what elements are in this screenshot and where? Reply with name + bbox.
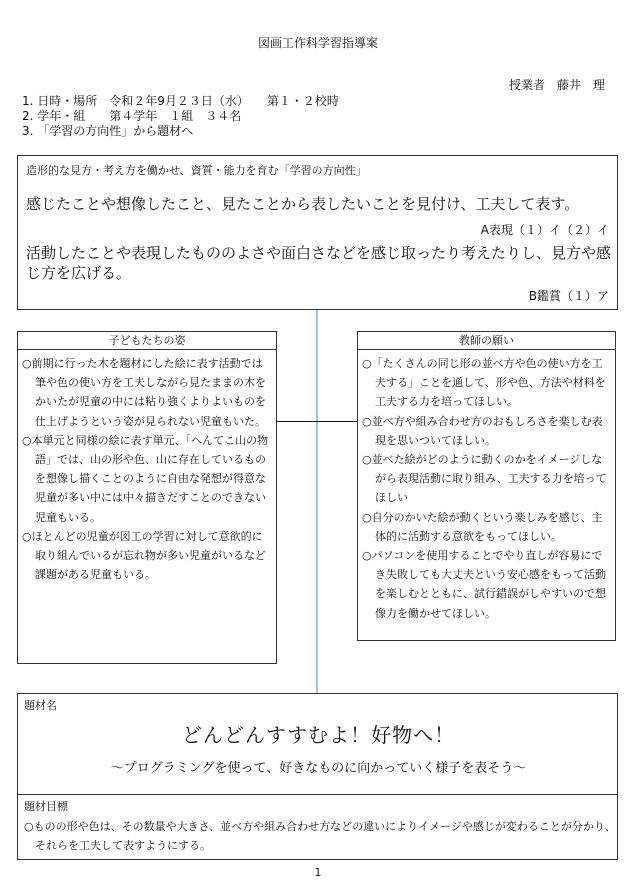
author-name: 授業者 藤井 理 xyxy=(509,78,606,92)
theme-box xyxy=(17,693,618,795)
list-item: ○並べ方や組み合わせ方のおもしろさを楽しむ表現を思いついてほしい。 xyxy=(362,414,603,447)
list-item: ○前期に行った木を題材にした絵に表す活動では筆や色の使い方を工夫しながら見たままの木をかいたが児童の中には粘り強くよりよいものを仕上げようという姿が見られない児童もいた。 xyxy=(22,357,266,428)
info-line-class: 2. 学年・組 第４学年 １組 ３４名 xyxy=(22,109,242,123)
aim-appreciation-reference: B鑑賞（１）ア xyxy=(528,289,609,303)
list-item: ○ほとんどの児童が図工の学習に対して意欲的に取り組んでいるが忘れ物が多い児童がいるなど課題がある児童もいる。 xyxy=(22,529,266,582)
list-item: ○自分のかいた絵が動くという楽しみを感じ、主体的に活動する意欲をもってほしい。 xyxy=(362,510,603,543)
theme-label: 題材名 xyxy=(24,699,57,712)
aim-appreciation: 活動したことや表現したもののよさや面白さなどを感じ取ったり考えたりし、見方や感じ方を広げる。 xyxy=(26,244,612,282)
connector-line-horizontal xyxy=(277,421,357,422)
goal-label: 題材目標 xyxy=(24,800,68,813)
goal-text: ○ものの形や色は、その数量や大きさ、並べ方や組み合わせ方などの違いによりイメージや感じが変わることが分かり、それらを工夫して表すようにする。 xyxy=(24,820,616,852)
list-item: ○本単元と同様の絵に表す単元、「へんてこ山の物語」では、山の形や色、山に存在しているものを想像し描くことのように自由な発想が得意な児童が多い中には中々描きだすことのできない児童もいる。 xyxy=(22,433,269,524)
info-line-direction: 3. 「学習の方向性」から題材へ xyxy=(22,124,194,138)
page-number: 1 xyxy=(314,866,322,879)
children-list xyxy=(18,350,276,584)
list-item: ○並べた絵がどのように動くのかをイメージしながら表現活動に取り組み、工夫する力を培ってほしい xyxy=(362,453,607,505)
aims-heading: 造形的な見方・考え方を働かせ、資質・能力を育む「学習の方向性」 xyxy=(26,164,367,177)
info-line-date: 1. 日時・場所 令和２年9月２３日（水） 第１・２校時 xyxy=(22,94,339,108)
document-title: 図画工作科学習指導案 xyxy=(257,36,378,50)
aim-expression: 感じたことや想像したこと、見たことから表したいことを見付け、工夫して表す。 xyxy=(26,195,580,213)
list-item: ○「たくさんの同じ形の並べ方や色の使い方を工夫する」ことを通して、形や色、方法や材料を工夫する力を培ってほしい。 xyxy=(362,357,606,409)
theme-name: どんどんすすむよ！好物へ！ xyxy=(181,723,456,747)
teacher-panel-heading: 教師の願い xyxy=(358,332,615,350)
teacher-list xyxy=(358,350,615,623)
children-panel-heading: 子どもたちの姿 xyxy=(18,332,276,350)
teacher-panel xyxy=(357,331,616,641)
aims-box xyxy=(17,155,618,310)
aim-expression-reference: A表現（１）イ（２）イ xyxy=(480,223,609,237)
goal-box xyxy=(17,794,618,860)
connector-line-vertical xyxy=(316,310,318,693)
theme-subtitle: ～プログラミングを使って、好きなものに向かっていく様子を表そう～ xyxy=(110,761,527,776)
children-panel xyxy=(17,331,277,664)
list-item: ○パソコンを使用することでやり直しが容易にでき失敗しても大丈夫という安心感をもって活動を楽しむとともに、試行錯誤がしやすいので想像力を働かせてほしい。 xyxy=(362,549,606,620)
